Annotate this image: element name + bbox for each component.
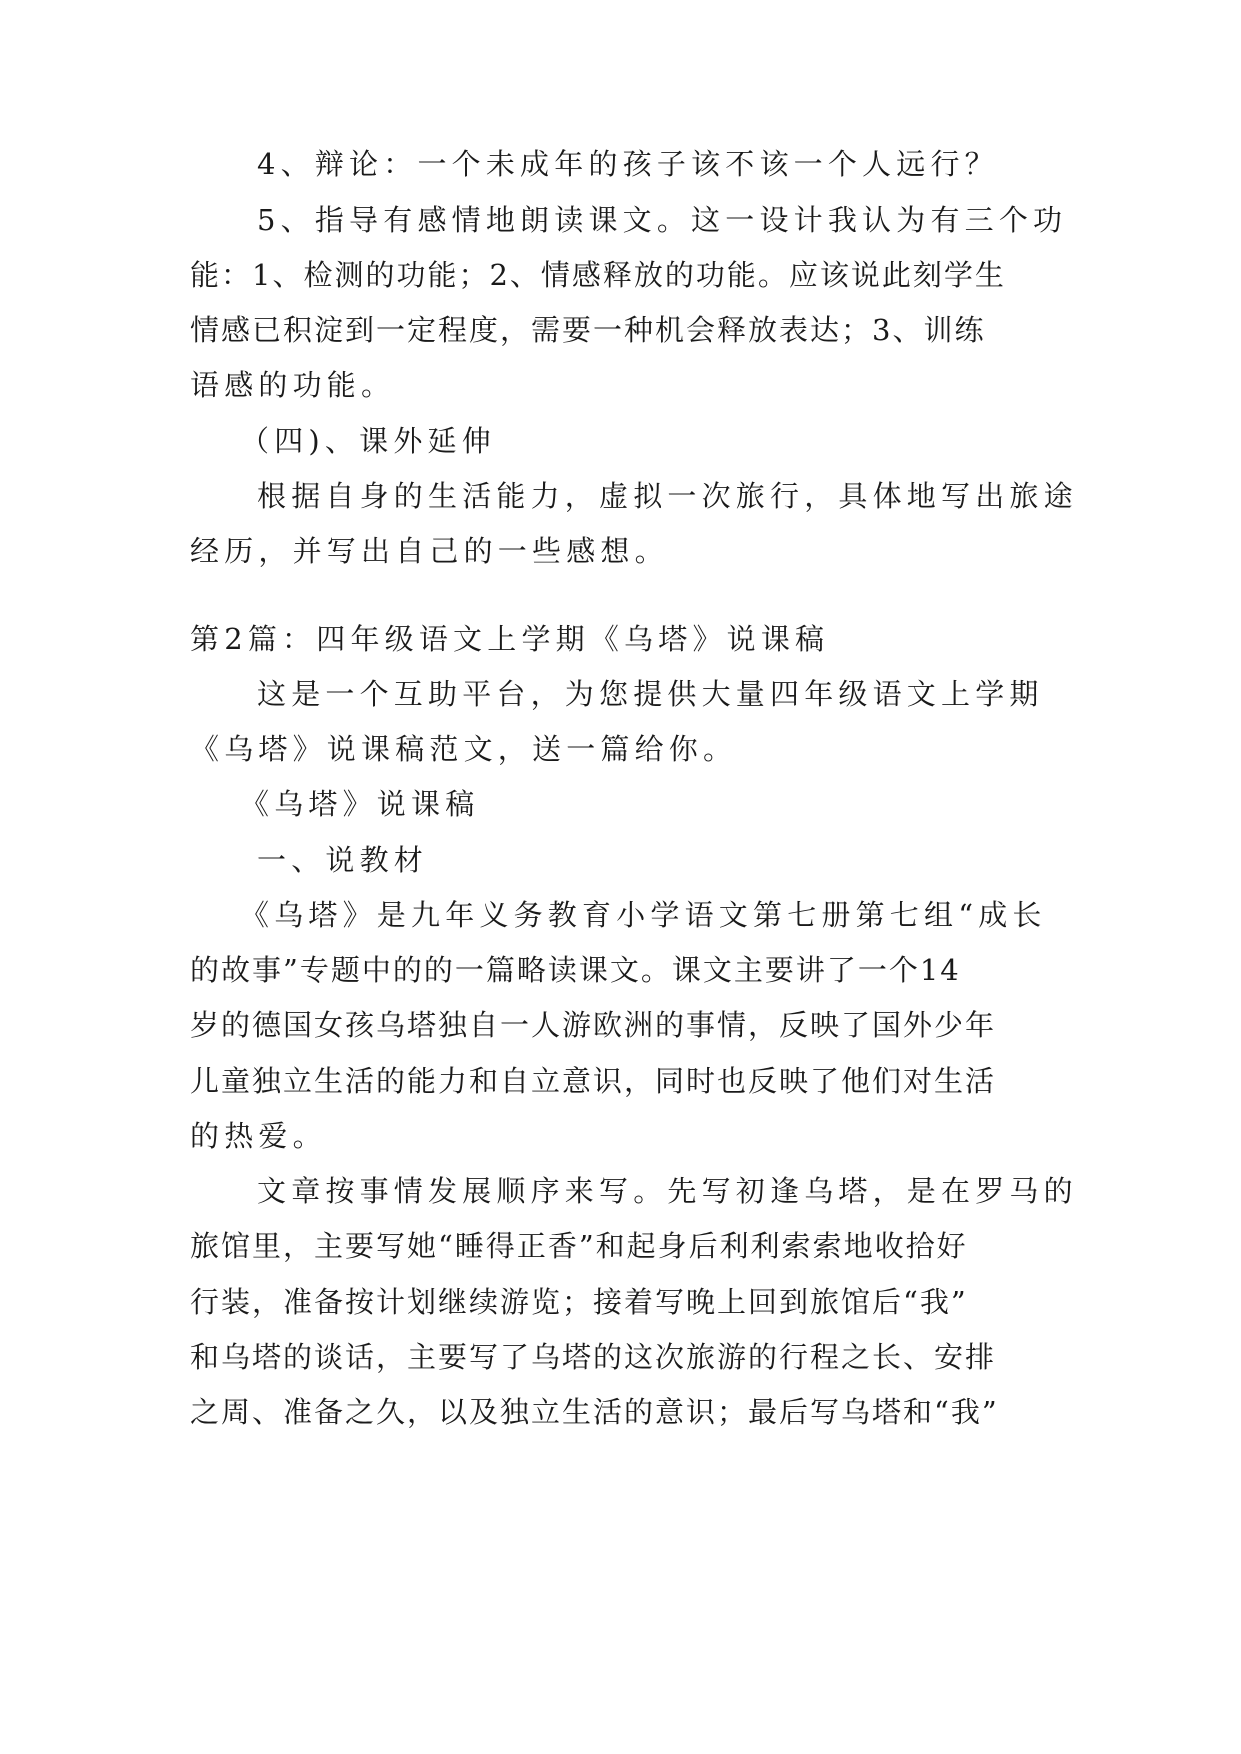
section-heading: （四)、课外延伸 bbox=[240, 424, 496, 458]
paragraph-line: 之周、准备之久，以及独立生活的意识；最后写乌塔和“我” bbox=[190, 1395, 999, 1429]
section-heading: 《乌塔》说课稿 bbox=[240, 787, 480, 821]
paragraph-line: 5、指导有感情地朗读课文。这一设计我认为有三个功 bbox=[257, 203, 1068, 237]
paragraph-line: 岁的德国女孩乌塔独自一人游欧洲的事情，反映了国外少年 bbox=[190, 1008, 997, 1042]
paragraph-line: 语感的功能。 bbox=[190, 368, 396, 402]
paragraph-line: 经历，并写出自己的一些感想。 bbox=[190, 534, 669, 568]
paragraph-line: 能：1、检测的功能；2、情感释放的功能。应该说此刻学生 bbox=[190, 258, 1006, 292]
paragraph-line: 的热爱。 bbox=[190, 1119, 327, 1153]
article-title: 第2篇：四年级语文上学期《乌塔》说课稿 bbox=[190, 622, 830, 656]
paragraph-line: 旅馆里，主要写她“睡得正香”和起身后利利索索地收拾好 bbox=[190, 1229, 968, 1263]
paragraph-line: 情感已积淀到一定程度，需要一种机会释放表达；3、训练 bbox=[190, 313, 986, 347]
section-heading: 一、说教材 bbox=[257, 843, 429, 877]
paragraph-line: 《乌塔》说课稿范文，送一篇给你。 bbox=[190, 732, 738, 766]
paragraph-line: 4、辩论：一个未成年的孩子该不该一个人远行？ bbox=[257, 147, 999, 181]
paragraph-line: 和乌塔的谈话，主要写了乌塔的这次旅游的行程之长、安排 bbox=[190, 1340, 997, 1374]
paragraph-line: 根据自身的生活能力，虚拟一次旅行，具体地写出旅途 bbox=[257, 479, 1078, 513]
paragraph-line: 行装，准备按计划继续游览；接着写晚上回到旅馆后“我” bbox=[190, 1285, 968, 1319]
paragraph-line: 文章按事情发展顺序来写。先写初逢乌塔，是在罗马的 bbox=[257, 1174, 1078, 1208]
paragraph-line: 的故事”专题中的的一篇略读课文。课文主要讲了一个14 bbox=[190, 953, 961, 987]
paragraph-line: 这是一个互助平台，为您提供大量四年级语文上学期 bbox=[257, 677, 1044, 711]
paragraph-line: 儿童独立生活的能力和自立意识，同时也反映了他们对生活 bbox=[190, 1064, 997, 1098]
paragraph-line: 《乌塔》是九年义务教育小学语文第七册第七组“成长 bbox=[240, 898, 1047, 932]
